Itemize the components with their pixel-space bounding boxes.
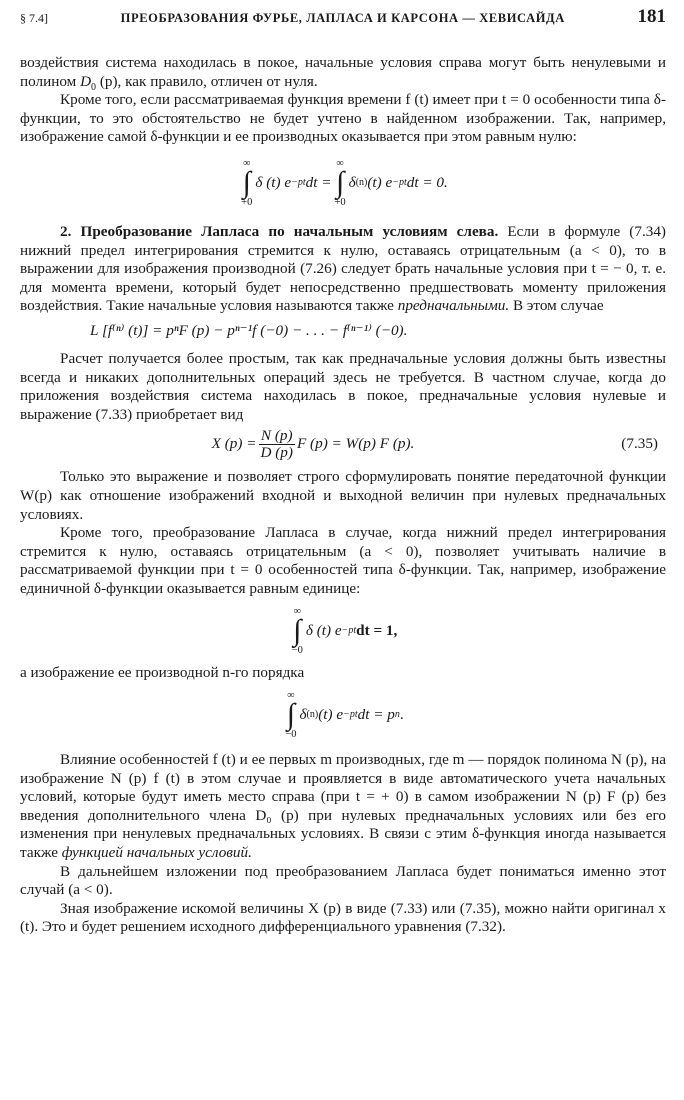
integral-sign: ∞ ∫ −0 [291,606,303,657]
paragraph-laplace-left: 2. Преобразование Лапласа по начальным условиям слева. Если в формуле (7.34) нижний предел интегрирования стремится к нулю, оставаясь отрицательным (a < 0), то в выражении для изображения производной (7.26) следует брать начальные условия при t = − 0, т. е. для момента времени, который будет непосредственно предшествовать моменту приложения воздействия. Такие начальные условия называются также предначальными. В этом случае [20,222,666,315]
integral-sign: ∞ ∫ +0 [334,157,346,208]
paragraph-transfer-function: Только это выражение и позволяет строго сформулировать понятие передаточной функции W(p) как отношение изображений входной и выходной величин при нулевых предначальных условиях. [20,468,666,523]
paragraph-delta-features: Кроме того, преобразование Лапласа в случае, когда нижний предел интегрирования стремится к нулю, оставаясь отрицательным (a < 0), позволяет учитывать наличие в рассматриваемой функции при t = 0 особенностей типа δ-функции. Так, например, изображение единичной δ-функции оказывается равным единице: [20,524,666,597]
formula-delta-integrals: ∞ ∫ +0 δ (t) e −pt dt = ∞ ∫ +0 δ (n) (t) e −pt dt = 0. [241,157,448,208]
integral-sign: ∞ ∫ −0 [285,690,297,741]
paragraph-further: В дальнейшем изложении под преобразованием Лапласа будет пониматься именно этот случай (a < 0). [20,862,666,899]
paragraph-singularities: Влияние особенностей f (t) и ее первых m производных, где m — порядок полинома N (p), на изображение N (p) f (t) в этом случае и проявляется в виде автоматического учета начальных условий, которые будут иметь место справа (при t = + 0) в самом изображении N (p) F (p) без введения дополнительного члена D₀ (p) при нулевых предначальных условиях или без его изменения при ненулевых предначальных условиях. В связи с этим δ-функция иногда называется также функцией начальных условий. [20,751,666,862]
equation-number: (7.35) [621,435,658,453]
running-title: ПРЕОБРАЗОВАНИЯ ФУРЬЕ, ЛАПЛАСА И КАРСОНА — ХЕВИСАЙДА [120,11,565,25]
paragraph-delta-remark: Кроме того, если рассматриваемая функция времени f (t) имеет при t = 0 особенности типа δ-функции, то это обстоятельство не будет учтено в найденном изображении. Так, например, изображение самой δ-функции и ее производных оказывается при этом равным нулю: [20,91,666,146]
paragraph-conclusion: Зная изображение искомой величины X (p) в виде (7.33) или (7.35), можно найти оригинал x (t). Это и будет решением исходного дифференциального уравнения (7.32). [20,899,666,936]
running-head [20,8,666,34]
formula-derivative-image: L [f⁽ⁿ⁾ (t)] = pⁿF (p) − pⁿ⁻¹f (−0) − . . . − f⁽ⁿ⁻¹⁾ (−0). [90,321,408,339]
fraction: $\frac{N (p)}{D (p)}$ [260,426,293,461]
page-number: 181 [637,6,666,27]
section-label: § 7.4] [20,11,48,25]
paragraph-continuation: воздействия система находилась в покое, начальные условия справа могут быть ненулевыми и полином $D_0$ (p), как правило, отличен от нуля. [20,54,666,93]
subsection-heading: 2. Преобразование Лапласа по начальным условиям слева. [60,222,499,240]
integral-sign: ∞ ∫ +0 [241,157,253,208]
formula-735: X (p) = $\frac{N (p)}{D (p)}$ F (p) = W(p) F (p). (7.35) [211,426,658,461]
formula-delta-derivative: ∞ ∫ −0 δ (n) (t) e −pt dt = p n . [285,690,404,741]
paragraph-derivative: а изображение ее производной n-го порядка [20,664,305,682]
paragraph-calculation: Расчет получается более простым, так как предначальные условия должны быть известны всегда и никаких дополнительных операций здесь не требуется. В частном случае, когда до приложения воздействия система находилась в покое, предначальные условия нулевые и выражение (7.33) приобретает вид [20,349,666,423]
formula-unit-delta: ∞ ∫ −0 δ (t) e −pt dt = 1, [291,606,398,657]
